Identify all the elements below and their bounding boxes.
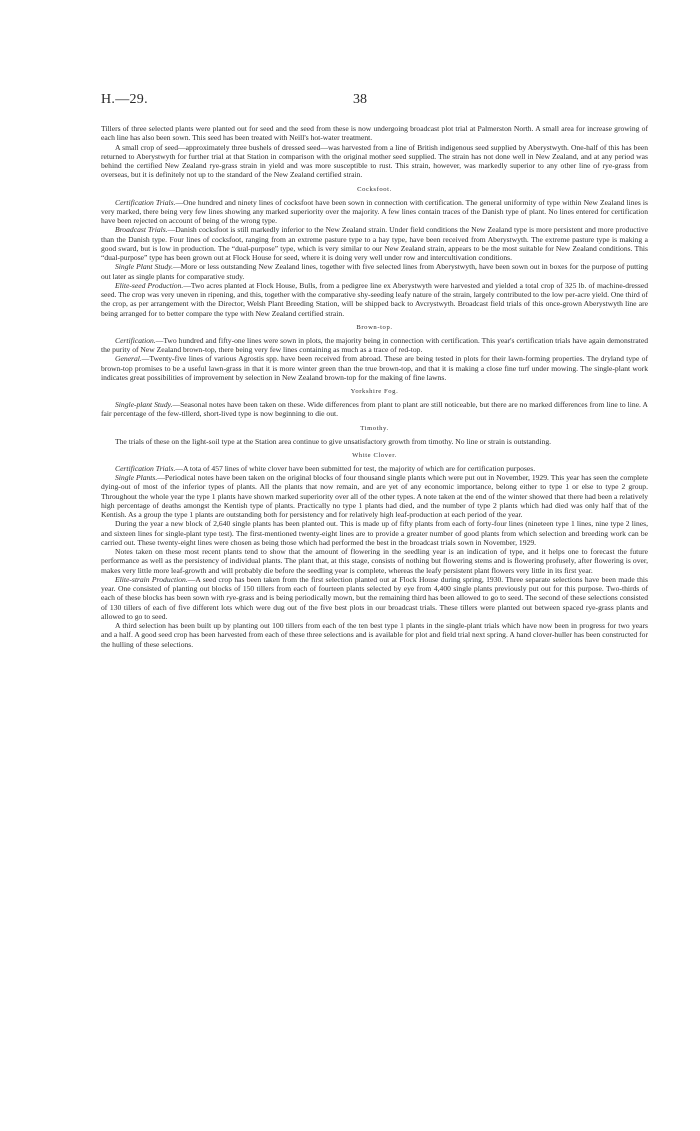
paragraph-text: —Two hundred and fifty-one lines were sown in plots, the majority being in connection with certification. This year's certification trials have again demonstrated the purity of New Zealand brown-top, there being very few lines containing as much as a trace of red-top. (101, 335, 648, 354)
paragraph (101, 473, 648, 519)
paragraph-text: During the year a new block of 2,640 single plants has been planted out. This is made up of fifty plants from each of forty-four lines (nineteen type 1 lines, nine type 2 lines, and sixteen lines for single-plant type test). The first-mentioned twenty-eight lines are to provide a greater number of good plants from which selection and breeding work can be carried out. These twenty-eight lines were chosen as being those which had performed the best in the broadcast trials sown in November, 1929. (101, 519, 648, 547)
paragraph (101, 464, 648, 473)
paragraph-lead: Certification. (115, 335, 156, 345)
section-heading-timothy: Timothy. (360, 424, 389, 432)
paragraph-text: —A tota of 457 lines of white clover have been submitted for test, the majority of which are for certification purposes. (175, 463, 536, 473)
paragraph-lead: Certification Trials. (115, 463, 176, 473)
paragraph-lead: Single Plant Study. (115, 262, 173, 272)
paragraph (101, 519, 648, 547)
paragraph-text: Tillers of three selected plants were planted out for seed and the seed from these is now undergoing broadcast plot trial at Palmerston North. A small area for increase growing of each line has also been sown. This seed has been treated with Neill's hot-water treatment. (101, 124, 648, 143)
section-heading-yorkshire-fog: Yorkshire Fog. (350, 388, 399, 395)
paragraph (101, 225, 648, 262)
paragraph (101, 400, 648, 419)
paragraph-lead: Broadcast Trials. (115, 225, 168, 235)
paragraph-text: —One hundred and ninety lines of cocksfoot have been sown in connection with certification. The general uniformity of type within New Zealand lines is very marked, there being very few lines showing any marked superiority over the majority. A few lines contain traces of the Danish type of plant. No lines entered for certification have been rejected on account of being of the wrong type. (101, 197, 648, 225)
paragraph (101, 621, 648, 649)
paragraph-text: —A seed crop has been taken from the first selection planted out at Flock House during spring, 1930. Three separate selections have been made this year. One consisted of planting out blocks of 150 tillers from each of fourteen plants selected by eye from 4,400 single plants previously put out for this purpose. Two-thirds of each of these blocks has been sown with rye-grass and is being periodically mown, but the remaining third has been allowed to go to seed. The second of these selections consisted of 130 tillers of each of five different lots which were dug out of the five best plots in our broadcast trials. These tillers were planted out between spaced rye-grass plants and allowed to go to seed. (101, 574, 648, 621)
paragraph-text: —More or less outstanding New Zealand lines, together with five selected lines from Aberystwyth, have been sown out in boxes for the purpose of putting out later as single plants for comparative study. (101, 262, 648, 281)
paragraph (101, 198, 648, 226)
body-text (101, 124, 648, 649)
paragraph (101, 547, 648, 575)
paragraph (101, 124, 648, 143)
paragraph-text: —Twenty-five lines of various Agrostis spp. have been received from abroad. These are being tested in plots for their lawn-forming properties. The dryland type of brown-top promises to be a useful lawn-grass in that it is more winter green than the true brown-top, and that it is making a close fine turf under mowing. The single-plant work indicates great possibilities of improvement by selection in New Zealand brown-top for the making of fine lawns. (101, 354, 648, 382)
paragraph-text: —Seasonal notes have been taken on these. Wide differences from plant to plant are still noticeable, but there are no marked differences from line to line. A fair percentage of the few-tillerd, short-lived type is now beginning to die out. (101, 400, 648, 419)
paragraph (101, 354, 648, 382)
paragraph (101, 437, 648, 446)
paragraph-lead: General. (115, 354, 142, 364)
section-heading-white-clover: White Clover. (352, 451, 397, 459)
paragraph-lead: Elite-strain Production. (115, 574, 188, 584)
report-reference: H.—29. (101, 92, 148, 107)
paragraph (101, 281, 648, 318)
paragraph-text: —Two acres planted at Flock House, Bulls, from a pedigree line ex Aberystwyth were harvested and yielded a total crop of 325 lb. of machine-dressed seed. The crop was very uneven in ripening, and this, together with the comparative shy-seeding leafy nature of the strain, largely contributed to the low per-acre yield. One third of the crop, as per arrangement with the Director, Welsh Plant Breeding Station, will be shipped back to Avcrystwyth. Broadcast field trials of this once-grown Aberystwyth line are being arranged for to better compare the type with New Zealand certified strain. (101, 280, 649, 318)
paragraph (101, 336, 648, 355)
paragraph-lead: Certification Trials. (115, 197, 176, 207)
paragraph-lead: Elite-seed Production. (115, 280, 184, 290)
paragraph (101, 143, 648, 180)
page-header (101, 92, 581, 110)
page-number: 38 (353, 92, 367, 107)
paragraph-text: A third selection has been built up by planting out 100 tillers from each of the ten best type 1 plants in the single-plant trials which have now been in progress for two years and a half. A good seed crop has been harvested from each of these three selections and is available for plot and field trial next spring. A hand clover-huller has been constructed for the hulling of these selections. (101, 621, 648, 649)
paragraph (101, 262, 648, 281)
section-heading-cocksfoot: Cocksfoot. (357, 185, 392, 193)
paragraph (101, 575, 648, 621)
paragraph-text: A small crop of seed—approximately three bushels of dressed seed—was harvested from a line of British indigenous seed supplied by Aberystwyth. One-half of this has been returned to Aberystwyth for further trial at that Station in comparison with the original mother seed supplied. The strain has not done well in New Zealand, and at any period was behind the certified New Zealand rye-grass strain in yield and was more susceptible to rust. This strain, however, was markedly superior to any other line of rye-grass from overseas, but it is definitely not up to the standard of the New Zealand certified strain. (101, 142, 648, 180)
paragraph-lead: Single-plant Study. (115, 400, 173, 409)
section-heading-brown-top: Brown-top. (356, 323, 393, 331)
paragraph-text: The trials of these on the light-soil type at the Station area continue to give unsatisfactory growth from timothy. No line or strain is outstanding. (115, 436, 552, 446)
paragraph-text: —Periodical notes have been taken on the original blocks of four thousand single plants which were put out in November, 1929. This year has seen the complete dying-out of most of the inferior types of plants. All the plants that now remain, and are yet of any economic importance, belong either to type 1 or else to type 2 group. Throughout the whole year the type 1 plants have shown marked superiority over all of the other types. A note taken at the end of the winter showed that there had been a relatively high percentage of deaths amongst the Kentish type of plants. Practically no type 1 plants had died, and the number of type 2 plants which had died was only half that of the Kentish. As a group the type 1 plants are outstanding both for persistency and for relatively high leaf-production at each period of the year. (101, 473, 648, 519)
paragraph-text: —Danish cocksfoot is still markedly inferior to the New Zealand strain. Under field conditions the New Zealand type is more persistent and more productive than the Danish type. Four lines of cocksfoot, ranging from an extreme pasture type to a hay type, have been received from Aberystwyth. The extreme pasture type is making a good sward, but is low in production. The “dual-purpose” type, which is very similar to our New Zealand strain, appears to be the most suitable for New Zealand conditions. This “dual-purpose” type has been grown out at Flock House for seed, where it is doing very well under row and intercultivation conditions. (101, 225, 648, 262)
paragraph-lead: Single Plants. (115, 473, 158, 482)
paragraph-text: Notes taken on these most recent plants tend to show that the amount of flowering in the seedling year is an indication of type, and it helps one to forecast the future performance as well as the persistency of individual plants. The plant that, at this stage, consists of nothing but flowering stems and is flowering profusely, after flowering is over, makes very little more leaf-growth and will probably die before the seedling year is complete, whereas the leafy persistent plant flowers very little in its first year. (101, 547, 648, 575)
